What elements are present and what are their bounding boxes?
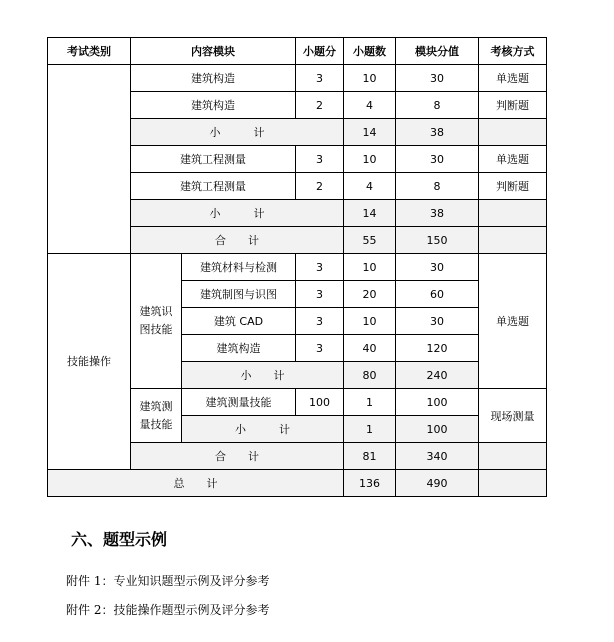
attachment-2: 附件 2：技能操作题型示例及评分参考 [66,603,270,617]
count-cell: 20 [344,281,396,308]
header-item-score: 小题分 [296,38,344,65]
module-cell: 建筑工程测量 [131,173,296,200]
subtotal-value: 100 [396,416,479,443]
score-cell: 3 [296,281,344,308]
subtotal-value: 240 [396,362,479,389]
category-skill-cell: 技能操作 [48,254,131,470]
value-cell: 8 [396,92,479,119]
count-cell: 10 [344,308,396,335]
section-title: 六、题型示例 [71,530,168,549]
category-basic-cell [48,65,131,254]
table-row [48,65,547,92]
count-cell: 10 [344,146,396,173]
header-module-value: 模块分值 [396,38,479,65]
count-cell: 10 [344,254,396,281]
value-cell: 30 [396,254,479,281]
value-cell: 60 [396,281,479,308]
module-cell: 建筑工程测量 [131,146,296,173]
subtotal-count: 14 [344,119,396,146]
table-header-row [48,38,547,65]
value-cell: 30 [396,65,479,92]
score-cell: 3 [296,146,344,173]
count-cell: 4 [344,173,396,200]
subtotal-count: 1 [344,416,396,443]
header-module: 内容模块 [131,38,296,65]
method-cell: 单选题 [479,65,547,92]
subtotal-count: 80 [344,362,396,389]
total-label: 合 计 [131,443,344,470]
total-value: 340 [396,443,479,470]
method-cell: 单选题 [479,146,547,173]
module-cell: 建筑制图与识图 [182,281,296,308]
subtotal-label: 小 计 [131,119,344,146]
value-cell: 8 [396,173,479,200]
method-cell: 判断题 [479,173,547,200]
group-survey-name: 建筑测量技能 [139,399,173,431]
method-cell: 判断题 [479,92,547,119]
group-drawing-name: 建筑识图技能 [139,305,173,336]
score-cell: 2 [296,92,344,119]
module-cell: 建筑构造 [131,65,296,92]
module-cell: 建筑构造 [131,92,296,119]
grand-total-label: 总 计 [48,470,344,497]
subtotal-label: 小 计 [182,416,344,443]
module-cell: 建筑构造 [182,335,296,362]
method-cell: 现场测量 [479,389,547,443]
total-method-empty [479,227,547,254]
total-method-empty [479,443,547,470]
value-cell: 100 [396,389,479,416]
grand-total-count: 136 [344,470,396,497]
score-cell: 3 [296,308,344,335]
grand-total-method-empty [479,470,547,497]
total-count: 81 [344,443,396,470]
exam-structure-table [47,37,547,497]
grand-total-value: 490 [396,470,479,497]
table-row [48,254,547,281]
value-cell: 30 [396,146,479,173]
header-category: 考试类别 [48,38,131,65]
count-cell: 10 [344,65,396,92]
value-cell: 30 [396,308,479,335]
module-cell: 建筑测量技能 [182,389,296,416]
header-method: 考核方式 [479,38,547,65]
score-cell: 3 [296,254,344,281]
count-cell: 1 [344,389,396,416]
subtotal-value: 38 [396,200,479,227]
method-cell: 单选题 [479,254,547,389]
score-cell: 3 [296,65,344,92]
group-survey-cell [131,389,182,443]
attachment-1: 附件 1：专业知识题型示例及评分参考 [66,574,270,588]
subtotal-method-empty [479,119,547,146]
score-cell: 100 [296,389,344,416]
group-drawing-cell [131,254,182,389]
value-cell: 120 [396,335,479,362]
subtotal-value: 38 [396,119,479,146]
module-cell: 建筑材料与检测 [182,254,296,281]
count-cell: 4 [344,92,396,119]
subtotal-label: 小 计 [182,362,344,389]
subtotal-label: 小 计 [131,200,344,227]
score-cell: 2 [296,173,344,200]
total-value: 150 [396,227,479,254]
subtotal-method-empty [479,200,547,227]
count-cell: 40 [344,335,396,362]
total-label: 合 计 [131,227,344,254]
module-cell: 建筑 CAD [182,308,296,335]
total-count: 55 [344,227,396,254]
subtotal-count: 14 [344,200,396,227]
grand-total-row [48,470,547,497]
header-item-count: 小题数 [344,38,396,65]
score-cell: 3 [296,335,344,362]
